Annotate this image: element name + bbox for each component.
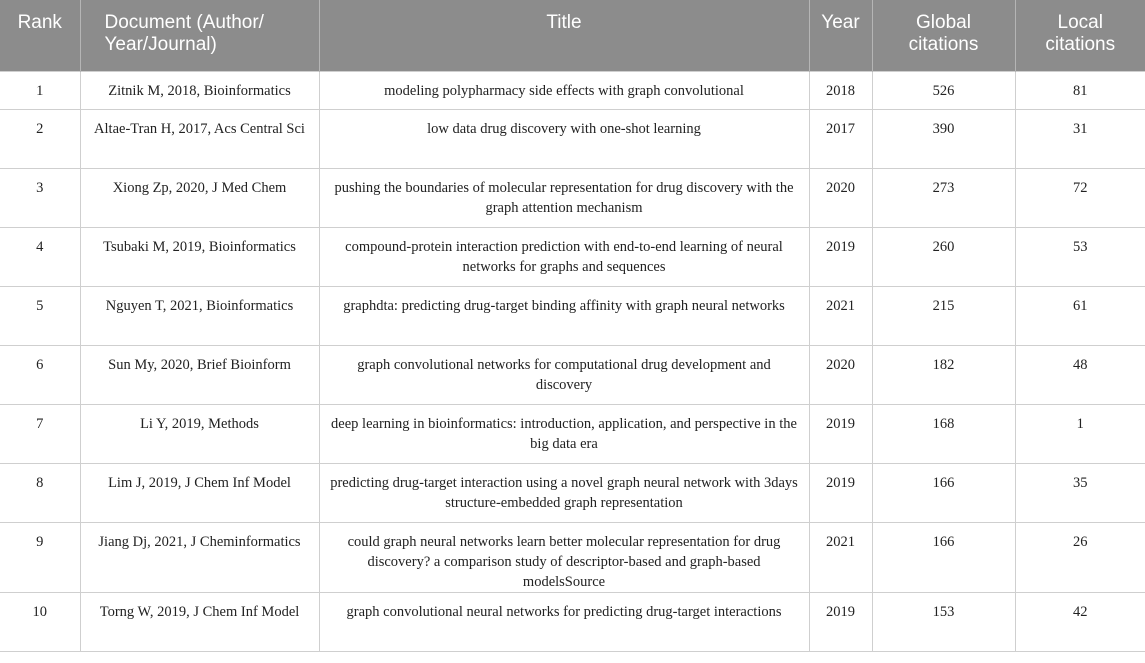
cell-global-citations: 273 <box>872 168 1015 227</box>
cell-year: 2019 <box>809 592 872 651</box>
cell-year: 2021 <box>809 286 872 345</box>
header-row <box>0 0 1145 71</box>
table-body <box>0 71 1145 651</box>
cell-document: Li Y, 2019, Methods <box>80 404 319 463</box>
cell-document: Altae-Tran H, 2017, Acs Central Sci <box>80 109 319 168</box>
cell-rank: 5 <box>0 286 80 345</box>
header-title: Title <box>319 0 809 71</box>
cell-local-citations: 81 <box>1015 71 1145 109</box>
cell-local-citations: 53 <box>1015 227 1145 286</box>
header-local-citations: Local citations <box>1015 0 1145 71</box>
table-row <box>0 227 1145 286</box>
cell-year: 2021 <box>809 522 872 592</box>
cell-year: 2019 <box>809 227 872 286</box>
cell-rank: 9 <box>0 522 80 592</box>
cell-document: Zitnik M, 2018, Bioinformatics <box>80 71 319 109</box>
cell-local-citations: 61 <box>1015 286 1145 345</box>
cell-local-citations: 31 <box>1015 109 1145 168</box>
cell-title: modeling polypharmacy side effects with graph convolutional <box>319 71 809 109</box>
cell-document: Sun My, 2020, Brief Bioinform <box>80 345 319 404</box>
cell-global-citations: 215 <box>872 286 1015 345</box>
table-row <box>0 71 1145 109</box>
header-document: Document (Author/ Year/Journal) <box>80 0 319 71</box>
cell-global-citations: 166 <box>872 522 1015 592</box>
cell-rank: 6 <box>0 345 80 404</box>
cell-global-citations: 182 <box>872 345 1015 404</box>
cell-document: Nguyen T, 2021, Bioinformatics <box>80 286 319 345</box>
cell-year: 2017 <box>809 109 872 168</box>
table-row <box>0 463 1145 522</box>
cell-rank: 7 <box>0 404 80 463</box>
table-row <box>0 345 1145 404</box>
header-rank: Rank <box>0 0 80 71</box>
cell-local-citations: 1 <box>1015 404 1145 463</box>
cell-title: deep learning in bioinformatics: introduction, application, and perspective in the big data era <box>319 404 809 463</box>
cell-document: Lim J, 2019, J Chem Inf Model <box>80 463 319 522</box>
cell-year: 2018 <box>809 71 872 109</box>
cell-rank: 4 <box>0 227 80 286</box>
header-global-citations: Global citations <box>872 0 1015 71</box>
cell-global-citations: 168 <box>872 404 1015 463</box>
cell-title: predicting drug-target interaction using a novel graph neural network with 3days structure-embedded graph representation <box>319 463 809 522</box>
cell-global-citations: 153 <box>872 592 1015 651</box>
cell-rank: 8 <box>0 463 80 522</box>
table-row <box>0 592 1145 651</box>
cell-year: 2019 <box>809 404 872 463</box>
table-row <box>0 168 1145 227</box>
cell-global-citations: 260 <box>872 227 1015 286</box>
cell-title: graph convolutional neural networks for predicting drug-target interactions <box>319 592 809 651</box>
cell-title: graphdta: predicting drug-target binding affinity with graph neural networks <box>319 286 809 345</box>
cell-rank: 3 <box>0 168 80 227</box>
cell-local-citations: 42 <box>1015 592 1145 651</box>
cell-rank: 10 <box>0 592 80 651</box>
cell-local-citations: 72 <box>1015 168 1145 227</box>
table-row <box>0 404 1145 463</box>
cell-local-citations: 48 <box>1015 345 1145 404</box>
cell-global-citations: 166 <box>872 463 1015 522</box>
cell-title: graph convolutional networks for computational drug development and discovery <box>319 345 809 404</box>
cell-global-citations: 390 <box>872 109 1015 168</box>
cell-year: 2020 <box>809 168 872 227</box>
cell-title: low data drug discovery with one-shot learning <box>319 109 809 168</box>
header-year: Year <box>809 0 872 71</box>
cell-rank: 2 <box>0 109 80 168</box>
cell-document: Xiong Zp, 2020, J Med Chem <box>80 168 319 227</box>
table-row <box>0 522 1145 592</box>
cell-year: 2020 <box>809 345 872 404</box>
cell-title: pushing the boundaries of molecular representation for drug discovery with the graph attention mechanism <box>319 168 809 227</box>
cell-local-citations: 35 <box>1015 463 1145 522</box>
cell-document: Jiang Dj, 2021, J Cheminformatics <box>80 522 319 592</box>
table-row <box>0 109 1145 168</box>
table-header <box>0 0 1145 71</box>
cell-document: Torng W, 2019, J Chem Inf Model <box>80 592 319 651</box>
table-row <box>0 286 1145 345</box>
cell-title: could graph neural networks learn better molecular representation for drug discovery? a comparison study of descriptor-based and graph-based modelsSource <box>319 522 809 592</box>
cell-local-citations: 26 <box>1015 522 1145 592</box>
cell-rank: 1 <box>0 71 80 109</box>
cell-document: Tsubaki M, 2019, Bioinformatics <box>80 227 319 286</box>
cell-title: compound-protein interaction prediction with end-to-end learning of neural networks for graphs and sequences <box>319 227 809 286</box>
cell-global-citations: 526 <box>872 71 1015 109</box>
cell-year: 2019 <box>809 463 872 522</box>
